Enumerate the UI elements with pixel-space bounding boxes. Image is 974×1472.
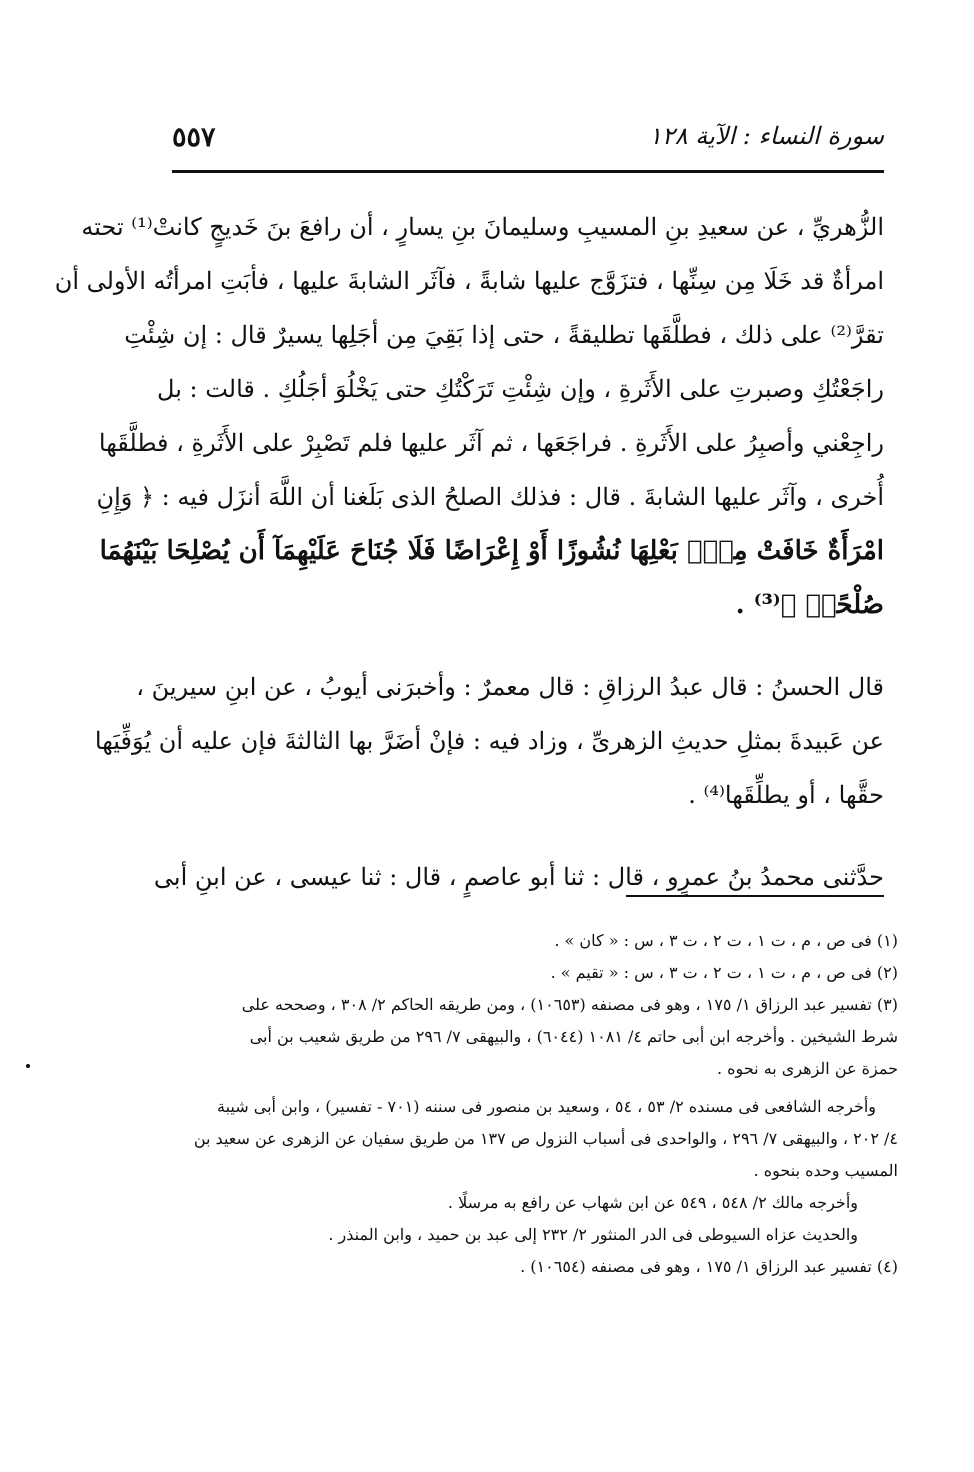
footnote-3b-line: ٤/ ٢٠٢ ، والبيهقى ٧/ ٢٩٦ ، والواحدى فى أسباب النزول ص ١٣٧ من طريق سفيان عن الزهرى عن سعيد بن — [193, 1129, 898, 1148]
footnotes — [172, 925, 898, 1283]
text-line: تقرَّ⁽²⁾ على ذلك ، فطلَّقَها تطليقةً ، حتى إذا بَقِيَ مِن أجَلِها يسيرٌ قال : إن شِئْتِ — [124, 321, 884, 349]
text-line: راجِعْني وأصبِرُ على الأَثَرةِ . فراجَعَها ، ثم آثَر عليها فلم تَصْبِرْ على الأَثَرةِ ، فطلَّقَها — [98, 429, 884, 457]
text-line: راجَعْتُكِ وصبرتِ على الأَثَرةِ ، وإن شِئْتِ تَرَكْتُكِ حتى يَخْلُوَ أجَلُكِ . قالت : بل — [157, 375, 884, 403]
text-line: حدَّثنى محمدُ بنُ عمرٍو ، قال : ثنا أبو عاصمٍ ، قال : ثنا عيسى ، عن ابنِ أبى — [153, 863, 884, 891]
text-line: امرأةٌ قد خَلَا مِن سِنِّها ، فتزَوَّج عليها شابةً ، فآثَر الشابةَ عليها ، فأبَتِ امرأتُه الأولى أن — [54, 267, 884, 295]
page-header — [172, 118, 884, 158]
footnote-divider — [626, 895, 884, 897]
main-text — [54, 200, 884, 932]
paragraph-1 — [54, 200, 884, 632]
quran-verse-line: امْرَأَةٌ خَافَتْ مِنْۢ بَعْلِهَا نُشُوزًا أَوْ إِعْرَاضًا فَلَا جُنَاحَ عَلَيْهِمَآ أَن يُصْلِحَا بَيْنَهُمَا — [99, 536, 884, 566]
footnote-1: (١) فى ص ، م ، ت ١ ، ت ٢ ، ت ٣ ، س : « كان » . — [554, 931, 898, 950]
text-line: عن عَبيدةَ بمثلِ حديثِ الزهرىِّ ، وزاد فيه : فإنْ أضَرَّ بها الثالثةَ فإن عليه أن يُوَفِّيَها — [94, 727, 884, 755]
footnote-3-line: شرط الشيخين . وأخرجه ابن أبى حاتم ٤/ ١٠٨١ (٦٠٤٤) ، والبيهقى ٧/ ٢٩٦ من طريق شعيب بن أبى — [249, 1027, 898, 1046]
margin-mark — [26, 1064, 30, 1068]
footnote-3d: والحديث عزاه السيوطى فى الدر المنثور ٢/ ٢٣٢ إلى عبد بن حميد ، وابن المنذر . — [328, 1225, 858, 1244]
footnote-3c: وأخرجه مالك ٢/ ٥٤٨ ، ٥٤٩ عن ابن شهاب عن رافع به مرسلًا . — [447, 1193, 858, 1212]
text-line: أُخرى ، وآثَر عليها الشابةَ . قال : فذلك الصلحُ الذى بَلَغنا أن اللَّهَ أنزَل فيه : ﴿ وَإِنِ — [96, 483, 884, 511]
page-number: ٥٥٧ — [172, 122, 216, 153]
footnote-3-line: (٣) تفسير عبد الرزاق ١/ ١٧٥ ، وهو فى مصنفه (١٠٦٥٣) ، ومن طريقه الحاكم ٢/ ٣٠٨ ، وصححه على — [241, 995, 898, 1014]
footnote-4: (٤) تفسير عبد الرزاق ١/ ١٧٥ ، وهو فى مصنفه (١٠٦٥٤) . — [520, 1257, 898, 1276]
text-line: قال الحسنُ : قال عبدُ الرزاقِ : قال معمرٌ : وأخبرَنى أيوبُ ، عن ابنِ سيرينَ ، — [136, 673, 884, 701]
footnote-3-line: حمزة عن الزهرى به نحوه . — [717, 1059, 898, 1078]
paragraph-2 — [94, 660, 884, 822]
footnote-3b-line: وأخرجه الشافعى فى مسنده ٢/ ٥٣ ، ٥٤ ، وسعيد بن منصور فى سننه (٧٠١ - تفسير) ، وابن أبى شيبة — [217, 1097, 876, 1116]
header-divider — [172, 170, 884, 173]
quran-verse-line: صُلْحًاۚ ﴾⁽³⁾ . — [735, 590, 884, 620]
footnote-2: (٢) فى ص ، م ، ت ١ ، ت ٢ ، ت ٣ ، س : « تقيم » . — [550, 963, 898, 982]
footnote-3b-line: المسيب وحده بنحوه . — [753, 1161, 898, 1180]
text-line: حقَّها ، أو يطلِّقَها⁽⁴⁾ . — [688, 781, 884, 809]
running-title: سورة النساء : الآية ١٢٨ — [648, 122, 884, 150]
text-line: الزُّهريِّ ، عن سعيدِ بنِ المسيبِ وسليمانَ بنِ يسارٍ ، أن رافعَ بنَ خَديجٍ كانتْ⁽¹⁾ تحته — [81, 213, 884, 241]
